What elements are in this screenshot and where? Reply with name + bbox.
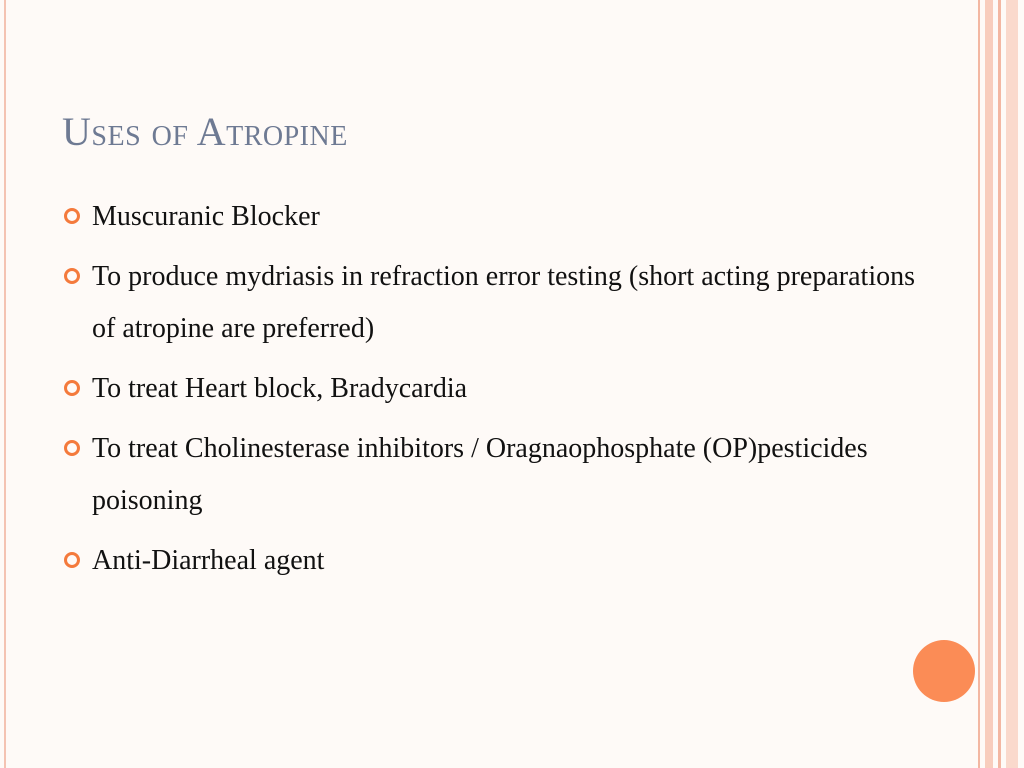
bullet-item: [62, 535, 942, 587]
bullet-ring-icon: [64, 380, 80, 396]
bullet-ring-icon: [64, 208, 80, 224]
decorative-stripe: [1006, 0, 1018, 768]
bullet-text: Anti-Diarrheal agent: [92, 545, 325, 576]
decorative-stripe: [998, 0, 1001, 768]
decorative-circle: [913, 640, 975, 702]
bullet-list: [62, 191, 942, 595]
bullet-text: Muscuranic Blocker: [92, 201, 320, 232]
decorative-stripe: [978, 0, 980, 768]
bullet-text: To treat Cholinesterase inhibitors / Oragnaophosphate (OP)pesticides poisoning: [92, 433, 868, 516]
bullet-text: To treat Heart block, Bradycardia: [92, 373, 468, 404]
bullet-ring-icon: [64, 268, 80, 284]
bullet-text: To produce mydriasis in refraction error testing (short acting preparations of atropine are preferred): [92, 261, 915, 344]
decorative-stripe: [985, 0, 993, 768]
bullet-item: [62, 191, 942, 243]
bullet-item: [62, 363, 942, 415]
bullet-ring-icon: [64, 552, 80, 568]
bullet-item: [62, 251, 942, 355]
bullet-ring-icon: [64, 440, 80, 456]
slide-title: Uses of Atropine: [62, 109, 348, 154]
bullet-item: [62, 423, 942, 527]
